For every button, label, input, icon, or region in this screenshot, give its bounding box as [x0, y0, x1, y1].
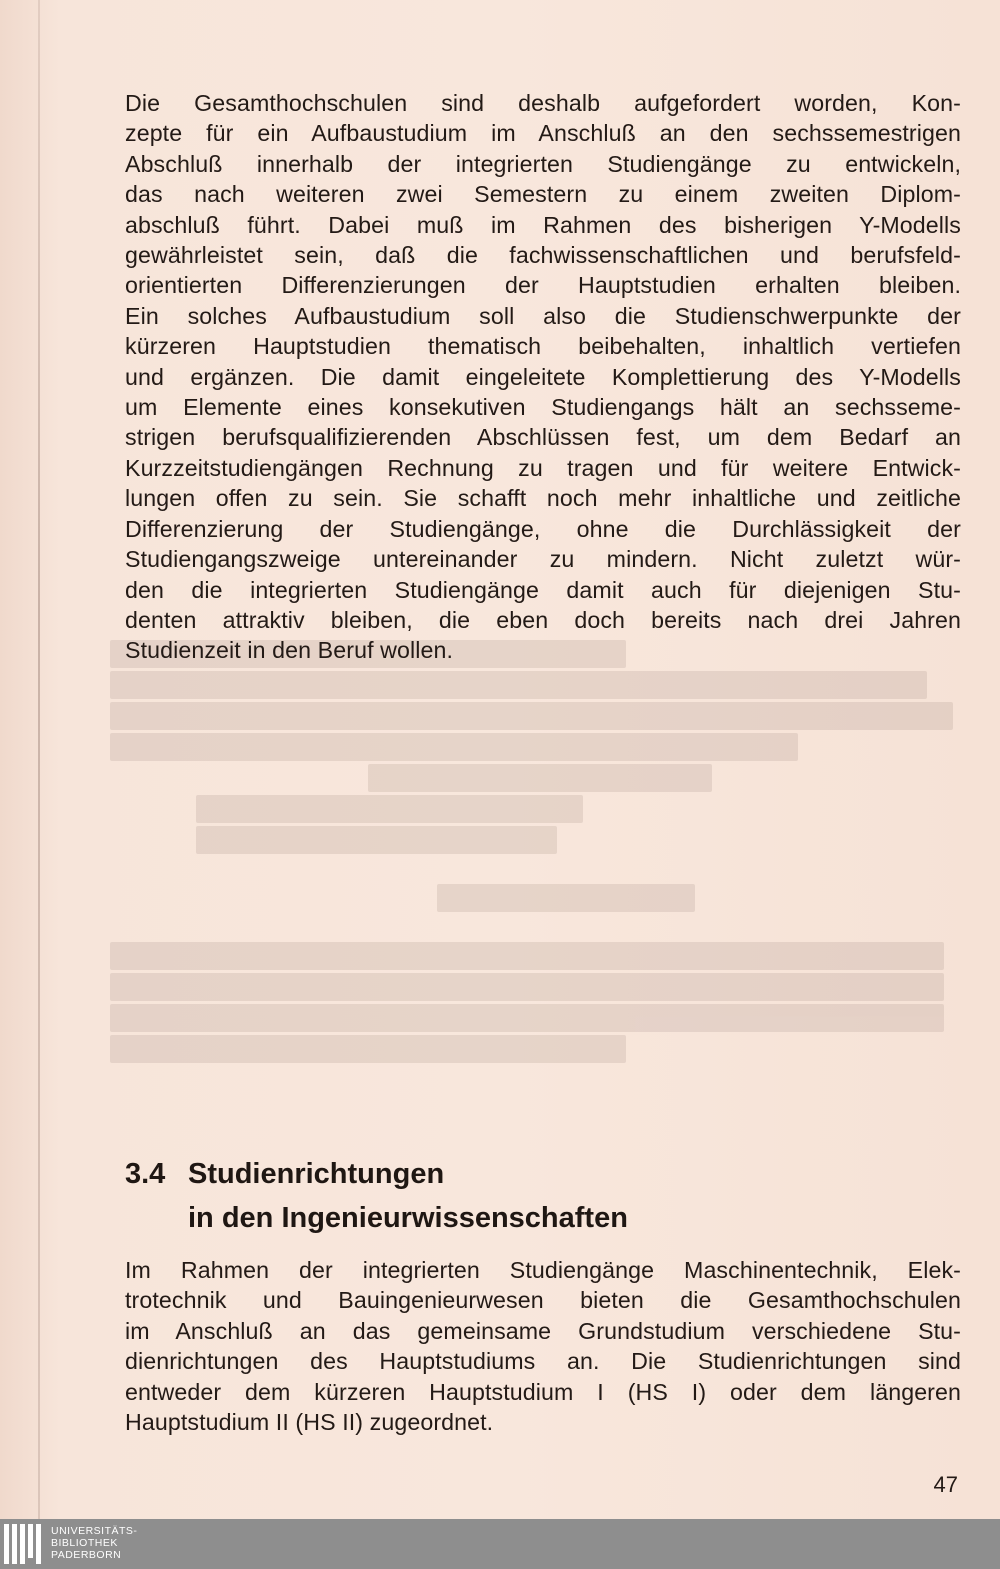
- text-line: gewährleistet sein, daß die fachwissenschaftlichen und berufsfeld-: [125, 242, 961, 269]
- page-number: 47: [933, 1472, 958, 1497]
- library-logo-text: [51, 1525, 137, 1561]
- text-line: Abschluß innerhalb der integrierten Studiengänge zu entwickeln,: [125, 150, 961, 177]
- logo-line-1: UNIVERSITÄTS-: [51, 1525, 138, 1537]
- text-line: Ein solches Aufbaustudium soll also die Studienschwerpunkte der: [125, 302, 961, 329]
- text-line: trotechnik und Bauingenieurwesen bieten die Gesamthochschulen: [125, 1287, 961, 1314]
- text-line: dienrichtungen des Hauptstudiums an. Die Studienrichtungen sind: [125, 1348, 961, 1375]
- text-line: im Anschluß an das gemeinsame Grundstudium verschiedene Stu-: [125, 1317, 961, 1344]
- text-line: strigen berufsqualifizierenden Abschlüssen fest, um dem Bedarf an: [125, 424, 961, 451]
- text-line: denten attraktiv bleiben, die eben doch bereits nach drei Jahren: [125, 606, 961, 633]
- logo-line-3: PADERBORN: [51, 1549, 122, 1561]
- body-paragraph-1: [125, 88, 961, 666]
- body-paragraph-2: [125, 1255, 961, 1437]
- text-line: entweder dem kürzeren Hauptstudium I (HS I) oder dem längeren: [125, 1378, 961, 1405]
- text-line: Differenzierung der Studiengänge, ohne die Durchlässigkeit der: [125, 515, 961, 542]
- text-line: das nach weiteren zwei Semestern zu einem zweiten Diplom-: [125, 181, 961, 208]
- spine-shadow: [38, 0, 40, 1519]
- section-title-line-1: Studienrichtungen: [188, 1158, 445, 1190]
- text-line: und ergänzen. Die damit eingeleitete Komplettierung des Y-Modells: [125, 363, 961, 390]
- footer-bar: [0, 1519, 1000, 1569]
- text-line: Kurzzeitstudiengängen Rechnung zu tragen und für weitere Entwick-: [125, 454, 961, 481]
- text-line: Im Rahmen der integrierten Studiengänge Maschinentechnik, Elek-: [125, 1257, 961, 1283]
- text-line: den die integrierten Studiengänge damit auch für diejenigen Stu-: [125, 576, 961, 603]
- logo-line-2: BIBLIOTHEK: [51, 1537, 118, 1549]
- text-line: abschluß führt. Dabei muß im Rahmen des bisherigen Y-Modells: [125, 211, 961, 238]
- text-line: Die Gesamthochschulen sind deshalb aufgefordert worden, Kon-: [125, 90, 961, 116]
- text-line: Studienzeit in den Beruf wollen.: [125, 637, 454, 664]
- text-line: kürzeren Hauptstudien thematisch beibehalten, inhaltlich vertiefen: [125, 333, 961, 360]
- section-number: 3.4: [125, 1158, 166, 1190]
- text-line: Studiengangszweige untereinander zu mindern. Nicht zuletzt wür-: [125, 546, 961, 573]
- text-line: zepte für ein Aufbaustudium im Anschluß an den sechssemestrigen: [125, 120, 961, 147]
- library-logo: [4, 1524, 137, 1564]
- text-line: lungen offen zu sein. Sie schafft noch mehr inhaltliche und zeitliche: [125, 485, 961, 512]
- section-title-line-2: in den Ingenieurwissenschaften: [188, 1202, 628, 1234]
- text-line: orientierten Differenzierungen der Hauptstudien erhalten bleiben.: [125, 272, 961, 299]
- library-logo-icon: [4, 1524, 41, 1564]
- text-line: um Elemente eines konsekutiven Studiengangs hält an sechsseme-: [125, 394, 961, 421]
- text-line: Hauptstudium II (HS II) zugeordnet.: [125, 1409, 494, 1436]
- section-heading: [125, 1152, 628, 1240]
